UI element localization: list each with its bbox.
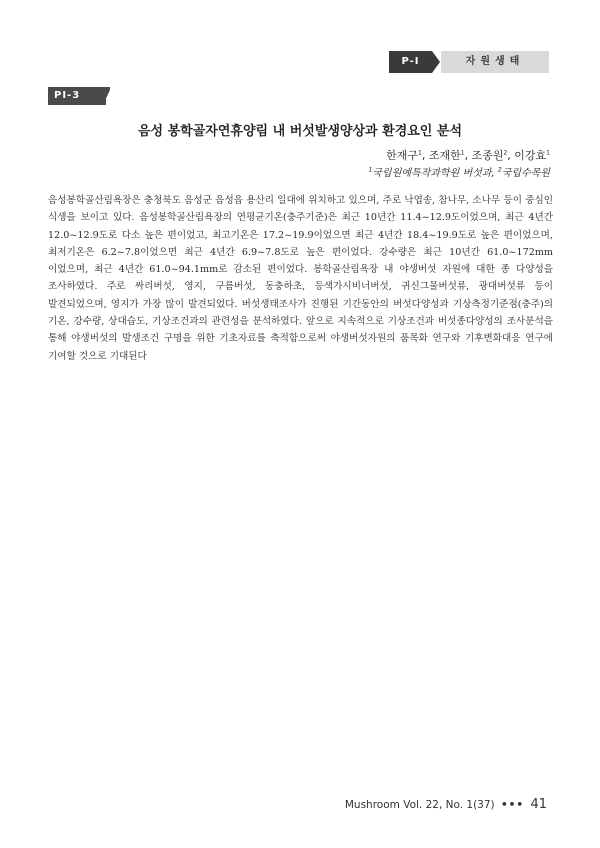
author-list: 한재구$^1$, 조재한$^1$, 조종원$^2$, 이강효$^1$ [386,149,550,162]
badge-tail-decoration [104,87,110,105]
section-header-tab [389,51,549,73]
paper-title: 음성 봉학골자연휴양림 내 버섯발생양상과 환경요인 분석 [137,124,463,139]
section-code: P-Ⅰ [389,51,432,73]
affiliation-list: $^1$국립원예특작과학원 버섯과, $^2$국립수목원 [368,166,550,179]
journal-citation: Mushroom Vol. 22, No. 1(37) [344,799,495,811]
affil-sup: 2 [497,166,502,174]
dots-separator: ••• [500,799,525,811]
author-name: 이강효 [514,149,547,162]
author-affil-sup: 1 [418,149,422,157]
abstract-body: 음성봉학골산림욕장은 충청북도 음성군 음성읍 용산리 일대에 위치하고 있으며, 주로 낙엽송, 참나무, 소나무 등이 중심인 식생을 보이고 있다. 음성봉학골산림욕장의 연평균기온(충주기준)은 최근 10년간 11.4~12.9도이었으며, 최근 4년간 12.0~12.9도로 다소 높은 편이었고, 최고기온은 17.2~19.9이었으면 최근 4년간 18.4~19.9도로 높은 편이었으며, 최저기온은 6.2~7.8이었으면 최근 4년간 6.9~7.8도로 높은 편이었다. 강수량은 최근 10년간 61.0~172mm 이었으며, 최근 4년간 61.0~94.1mm로 감소된 편이었다. 봉학골산림욕장 내 야생버섯 자원에 대한 종 다양성을 조사하였다. 주로 싸리버섯, 영지, 구름버섯, 동충하초, 등색가시비너버섯, 귀신그물버섯류, 광대버섯류 등이 발견되었으며, 영지가 가장 많이 발견되었다. 버섯생태조사가 진행된 기간동안의 버섯다양성과 기상측정기준점(충주)의 기온, 강수량, 상대습도, 기상조건과의 관련성을 분석하였다. 앞으로 지속적으로 기상조건과 버섯종다양성의 조사분석을 통해 야생버섯의 발생조건 구명을 위한 기초자료를 축적함으로써 야생버섯자원의 품목화 연구와 기후변화대응 연구에 기여할 것으로 기대된다 [48,195,553,362]
paper-code-badge: PⅠ-3 [48,87,106,105]
author-affil-sup: 2 [503,149,508,157]
affiliation-name: 국립수목원 [501,168,550,179]
author-affil-sup: 1 [460,149,465,157]
page-footer [345,797,547,812]
page-number: 41 [530,797,547,812]
section-title: 자원생태 [441,51,549,73]
author-name: 조재한 [428,149,461,162]
author-name: 조종원 [471,149,504,162]
affiliation-name: 국립원예특작과학원 버섯과 [372,168,492,179]
arrow-icon [432,51,440,73]
affil-sup: 1 [368,166,373,174]
author-name: 한재구 [386,149,419,162]
author-affil-sup: 1 [546,149,550,157]
